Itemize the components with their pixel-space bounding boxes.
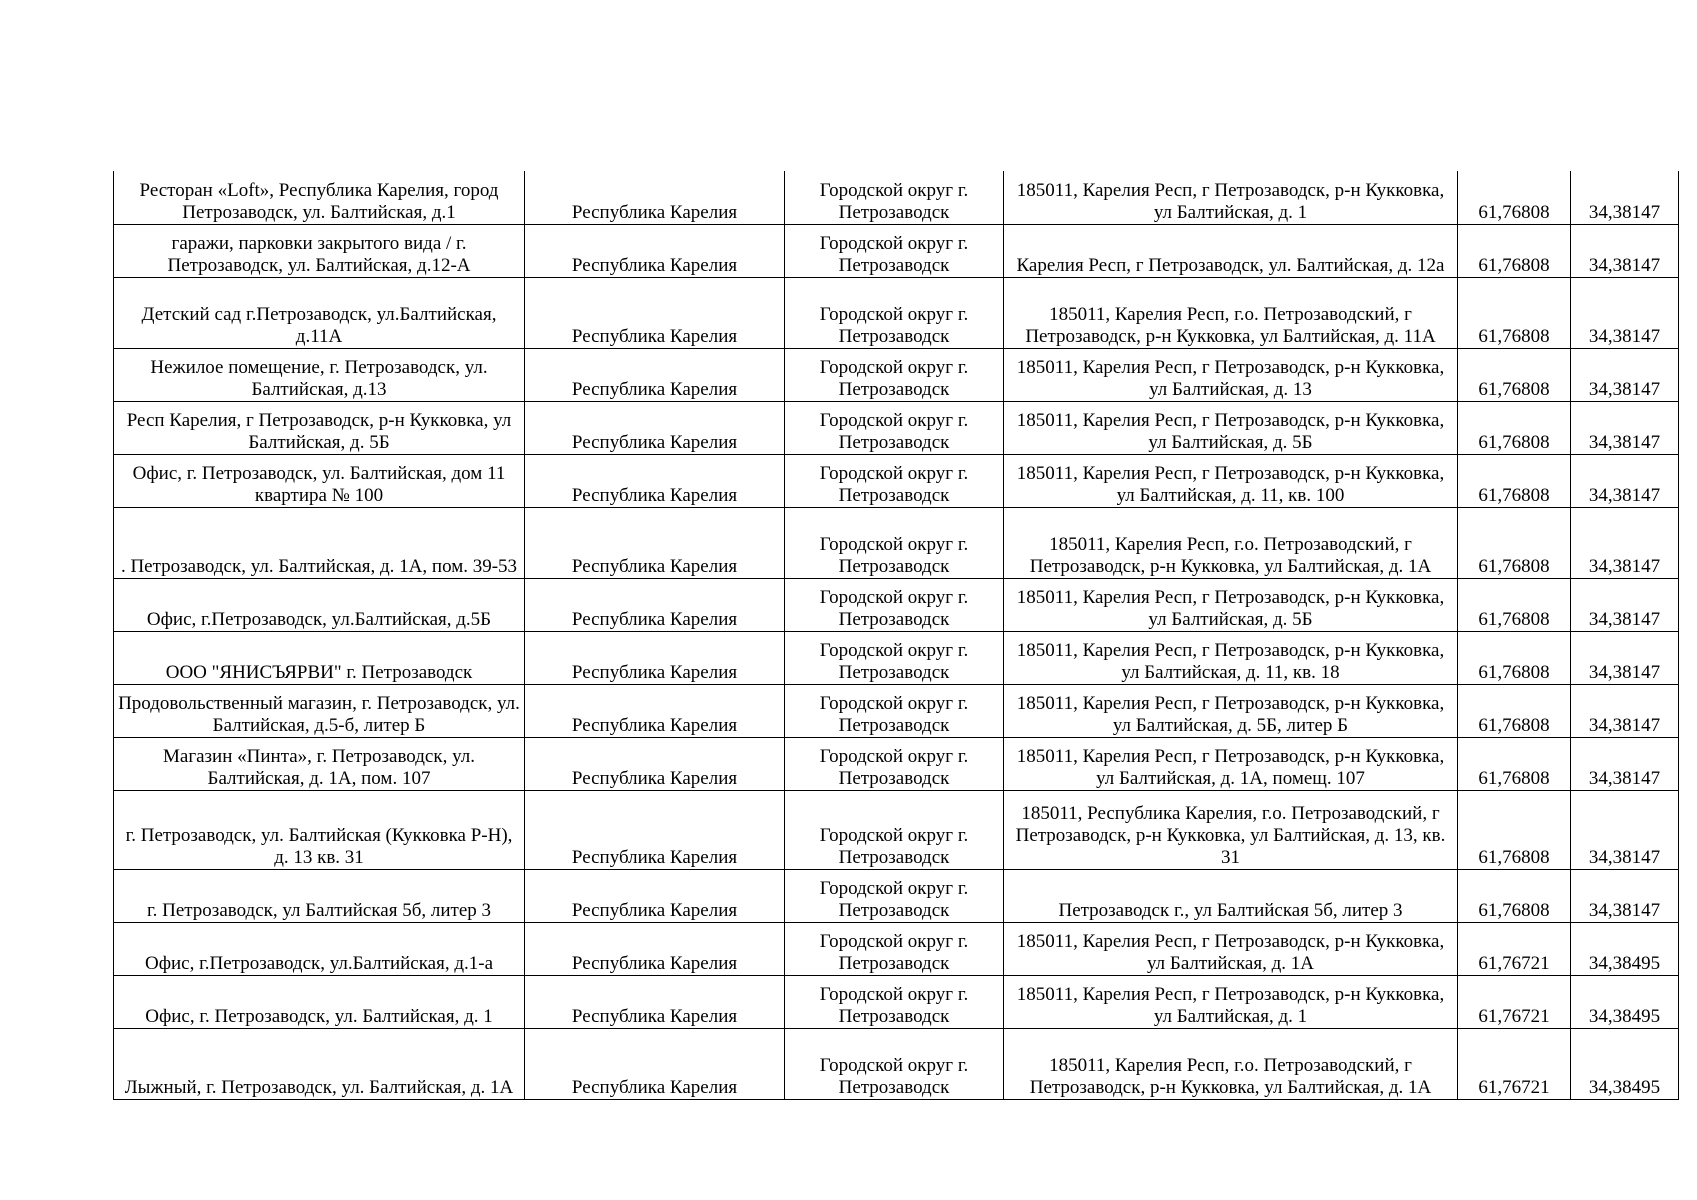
object-name-cell: г. Петрозаводск, ул Балтийская 5б, литер 3 xyxy=(114,869,525,922)
table-row xyxy=(114,224,1679,277)
address-cell: 185011, Карелия Респ, г Петрозаводск, р-н Кукковка, ул Балтийская, д. 5Б xyxy=(1004,578,1458,631)
address-cell: 185011, Карелия Респ, г Петрозаводск, р-н Кукковка, ул Балтийская, д. 5Б xyxy=(1004,401,1458,454)
object-name-cell: Детский сад г.Петрозаводск, ул.Балтийская, д.11А xyxy=(114,277,525,348)
district-cell: Городской округ г. Петрозаводск xyxy=(785,684,1004,737)
longitude-cell: 34,38147 xyxy=(1571,737,1679,790)
latitude-cell: 61,76808 xyxy=(1458,790,1571,869)
longitude-cell: 34,38147 xyxy=(1571,578,1679,631)
latitude-cell: 61,76721 xyxy=(1458,1028,1571,1099)
district-cell: Городской округ г. Петрозаводск xyxy=(785,277,1004,348)
table-row xyxy=(114,348,1679,401)
table-row xyxy=(114,869,1679,922)
region-cell: Республика Карелия xyxy=(525,348,785,401)
latitude-cell: 61,76808 xyxy=(1458,454,1571,507)
longitude-cell: 34,38495 xyxy=(1571,922,1679,975)
region-cell: Республика Карелия xyxy=(525,578,785,631)
region-cell: Республика Карелия xyxy=(525,277,785,348)
address-cell: 185011, Карелия Респ, г Петрозаводск, р-н Кукковка, ул Балтийская, д. 1 xyxy=(1004,171,1458,224)
latitude-cell: 61,76808 xyxy=(1458,631,1571,684)
table-row xyxy=(114,975,1679,1028)
latitude-cell: 61,76808 xyxy=(1458,578,1571,631)
object-name-cell: ООО "ЯНИСЪЯРВИ" г. Петрозаводск xyxy=(114,631,525,684)
table-row xyxy=(114,1028,1679,1099)
region-cell: Республика Карелия xyxy=(525,631,785,684)
table-row xyxy=(114,578,1679,631)
region-cell: Республика Карелия xyxy=(525,454,785,507)
longitude-cell: 34,38147 xyxy=(1571,224,1679,277)
longitude-cell: 34,38147 xyxy=(1571,869,1679,922)
address-table xyxy=(113,171,1679,1100)
district-cell: Городской округ г. Петрозаводск xyxy=(785,578,1004,631)
longitude-cell: 34,38495 xyxy=(1571,1028,1679,1099)
longitude-cell: 34,38147 xyxy=(1571,171,1679,224)
region-cell: Республика Карелия xyxy=(525,401,785,454)
address-cell: 185011, Карелия Респ, г Петрозаводск, р-н Кукковка, ул Балтийская, д. 1А, помещ. 107 xyxy=(1004,737,1458,790)
region-cell: Республика Карелия xyxy=(525,1028,785,1099)
region-cell: Республика Карелия xyxy=(525,790,785,869)
district-cell: Городской округ г. Петрозаводск xyxy=(785,224,1004,277)
address-cell: 185011, Карелия Респ, г.о. Петрозаводский, г Петрозаводск, р-н Кукковка, ул Балтийская, д. 11А xyxy=(1004,277,1458,348)
district-cell: Городской округ г. Петрозаводск xyxy=(785,975,1004,1028)
object-name-cell: гаражи, парковки закрытого вида / г. Петрозаводск, ул. Балтийская, д.12-А xyxy=(114,224,525,277)
object-name-cell: г. Петрозаводск, ул. Балтийская (Кукковка Р-Н), д. 13 кв. 31 xyxy=(114,790,525,869)
latitude-cell: 61,76721 xyxy=(1458,922,1571,975)
longitude-cell: 34,38147 xyxy=(1571,631,1679,684)
region-cell: Республика Карелия xyxy=(525,224,785,277)
latitude-cell: 61,76808 xyxy=(1458,401,1571,454)
region-cell: Республика Карелия xyxy=(525,684,785,737)
address-cell: 185011, Карелия Респ, г Петрозаводск, р-н Кукковка, ул Балтийская, д. 11, кв. 18 xyxy=(1004,631,1458,684)
longitude-cell: 34,38147 xyxy=(1571,454,1679,507)
address-cell: 185011, Карелия Респ, г Петрозаводск, р-н Кукковка, ул Балтийская, д. 11, кв. 100 xyxy=(1004,454,1458,507)
region-cell: Республика Карелия xyxy=(525,507,785,578)
table-row xyxy=(114,922,1679,975)
region-cell: Республика Карелия xyxy=(525,737,785,790)
region-cell: Республика Карелия xyxy=(525,975,785,1028)
longitude-cell: 34,38495 xyxy=(1571,975,1679,1028)
latitude-cell: 61,76808 xyxy=(1458,869,1571,922)
region-cell: Республика Карелия xyxy=(525,922,785,975)
table-body xyxy=(114,171,1679,1099)
table-row xyxy=(114,507,1679,578)
longitude-cell: 34,38147 xyxy=(1571,507,1679,578)
object-name-cell: Ресторан «Loft», Республика Карелия, город Петрозаводск, ул. Балтийская, д.1 xyxy=(114,171,525,224)
address-cell: 185011, Карелия Респ, г.о. Петрозаводский, г Петрозаводск, р-н Кукковка, ул Балтийская, д. 1А xyxy=(1004,1028,1458,1099)
latitude-cell: 61,76808 xyxy=(1458,737,1571,790)
district-cell: Городской округ г. Петрозаводск xyxy=(785,790,1004,869)
longitude-cell: 34,38147 xyxy=(1571,277,1679,348)
object-name-cell: Продовольственный магазин, г. Петрозаводск, ул. Балтийская, д.5-б, литер Б xyxy=(114,684,525,737)
latitude-cell: 61,76721 xyxy=(1458,975,1571,1028)
table-row xyxy=(114,401,1679,454)
table-row xyxy=(114,454,1679,507)
region-cell: Республика Карелия xyxy=(525,869,785,922)
object-name-cell: Магазин «Пинта», г. Петрозаводск, ул. Балтийская, д. 1А, пом. 107 xyxy=(114,737,525,790)
object-name-cell: Нежилое помещение, г. Петрозаводск, ул. Балтийская, д.13 xyxy=(114,348,525,401)
object-name-cell: Офис, г. Петрозаводск, ул. Балтийская, д. 1 xyxy=(114,975,525,1028)
table-row xyxy=(114,631,1679,684)
object-name-cell: Респ Карелия, г Петрозаводск, р-н Кукковка, ул Балтийская, д. 5Б xyxy=(114,401,525,454)
table-row xyxy=(114,277,1679,348)
longitude-cell: 34,38147 xyxy=(1571,790,1679,869)
district-cell: Городской округ г. Петрозаводск xyxy=(785,922,1004,975)
district-cell: Городской округ г. Петрозаводск xyxy=(785,1028,1004,1099)
district-cell: Городской округ г. Петрозаводск xyxy=(785,454,1004,507)
latitude-cell: 61,76808 xyxy=(1458,684,1571,737)
object-name-cell: Лыжный, г. Петрозаводск, ул. Балтийская, д. 1А xyxy=(114,1028,525,1099)
district-cell: Городской округ г. Петрозаводск xyxy=(785,348,1004,401)
address-cell: 185011, Карелия Респ, г Петрозаводск, р-н Кукковка, ул Балтийская, д. 1А xyxy=(1004,922,1458,975)
object-name-cell: Офис, г. Петрозаводск, ул. Балтийская, дом 11 квартира № 100 xyxy=(114,454,525,507)
table-row xyxy=(114,790,1679,869)
latitude-cell: 61,76808 xyxy=(1458,171,1571,224)
address-cell: 185011, Карелия Респ, г Петрозаводск, р-н Кукковка, ул Балтийская, д. 1 xyxy=(1004,975,1458,1028)
address-cell: Петрозаводск г., ул Балтийская 5б, литер 3 xyxy=(1004,869,1458,922)
latitude-cell: 61,76808 xyxy=(1458,277,1571,348)
longitude-cell: 34,38147 xyxy=(1571,401,1679,454)
address-cell: 185011, Карелия Респ, г Петрозаводск, р-н Кукковка, ул Балтийская, д. 13 xyxy=(1004,348,1458,401)
address-cell: 185011, Карелия Респ, г.о. Петрозаводский, г Петрозаводск, р-н Кукковка, ул Балтийская, д. 1А xyxy=(1004,507,1458,578)
table-row xyxy=(114,684,1679,737)
object-name-cell: Офис, г.Петрозаводск, ул.Балтийская, д.1-а xyxy=(114,922,525,975)
region-cell: Республика Карелия xyxy=(525,171,785,224)
latitude-cell: 61,76808 xyxy=(1458,507,1571,578)
address-cell: 185011, Карелия Респ, г Петрозаводск, р-н Кукковка, ул Балтийская, д. 5Б, литер Б xyxy=(1004,684,1458,737)
latitude-cell: 61,76808 xyxy=(1458,348,1571,401)
table-row xyxy=(114,171,1679,224)
object-name-cell: Офис, г.Петрозаводск, ул.Балтийская, д.5Б xyxy=(114,578,525,631)
object-name-cell: . Петрозаводск, ул. Балтийская, д. 1А, пом. 39-53 xyxy=(114,507,525,578)
address-cell: Карелия Респ, г Петрозаводск, ул. Балтийская, д. 12а xyxy=(1004,224,1458,277)
district-cell: Городской округ г. Петрозаводск xyxy=(785,507,1004,578)
district-cell: Городской округ г. Петрозаводск xyxy=(785,737,1004,790)
district-cell: Городской округ г. Петрозаводск xyxy=(785,401,1004,454)
address-cell: 185011, Республика Карелия, г.о. Петрозаводский, г Петрозаводск, р-н Кукковка, ул Балтийская, д. 13, кв. 31 xyxy=(1004,790,1458,869)
longitude-cell: 34,38147 xyxy=(1571,348,1679,401)
latitude-cell: 61,76808 xyxy=(1458,224,1571,277)
longitude-cell: 34,38147 xyxy=(1571,684,1679,737)
district-cell: Городской округ г. Петрозаводск xyxy=(785,631,1004,684)
district-cell: Городской округ г. Петрозаводск xyxy=(785,171,1004,224)
table-row xyxy=(114,737,1679,790)
district-cell: Городской округ г. Петрозаводск xyxy=(785,869,1004,922)
